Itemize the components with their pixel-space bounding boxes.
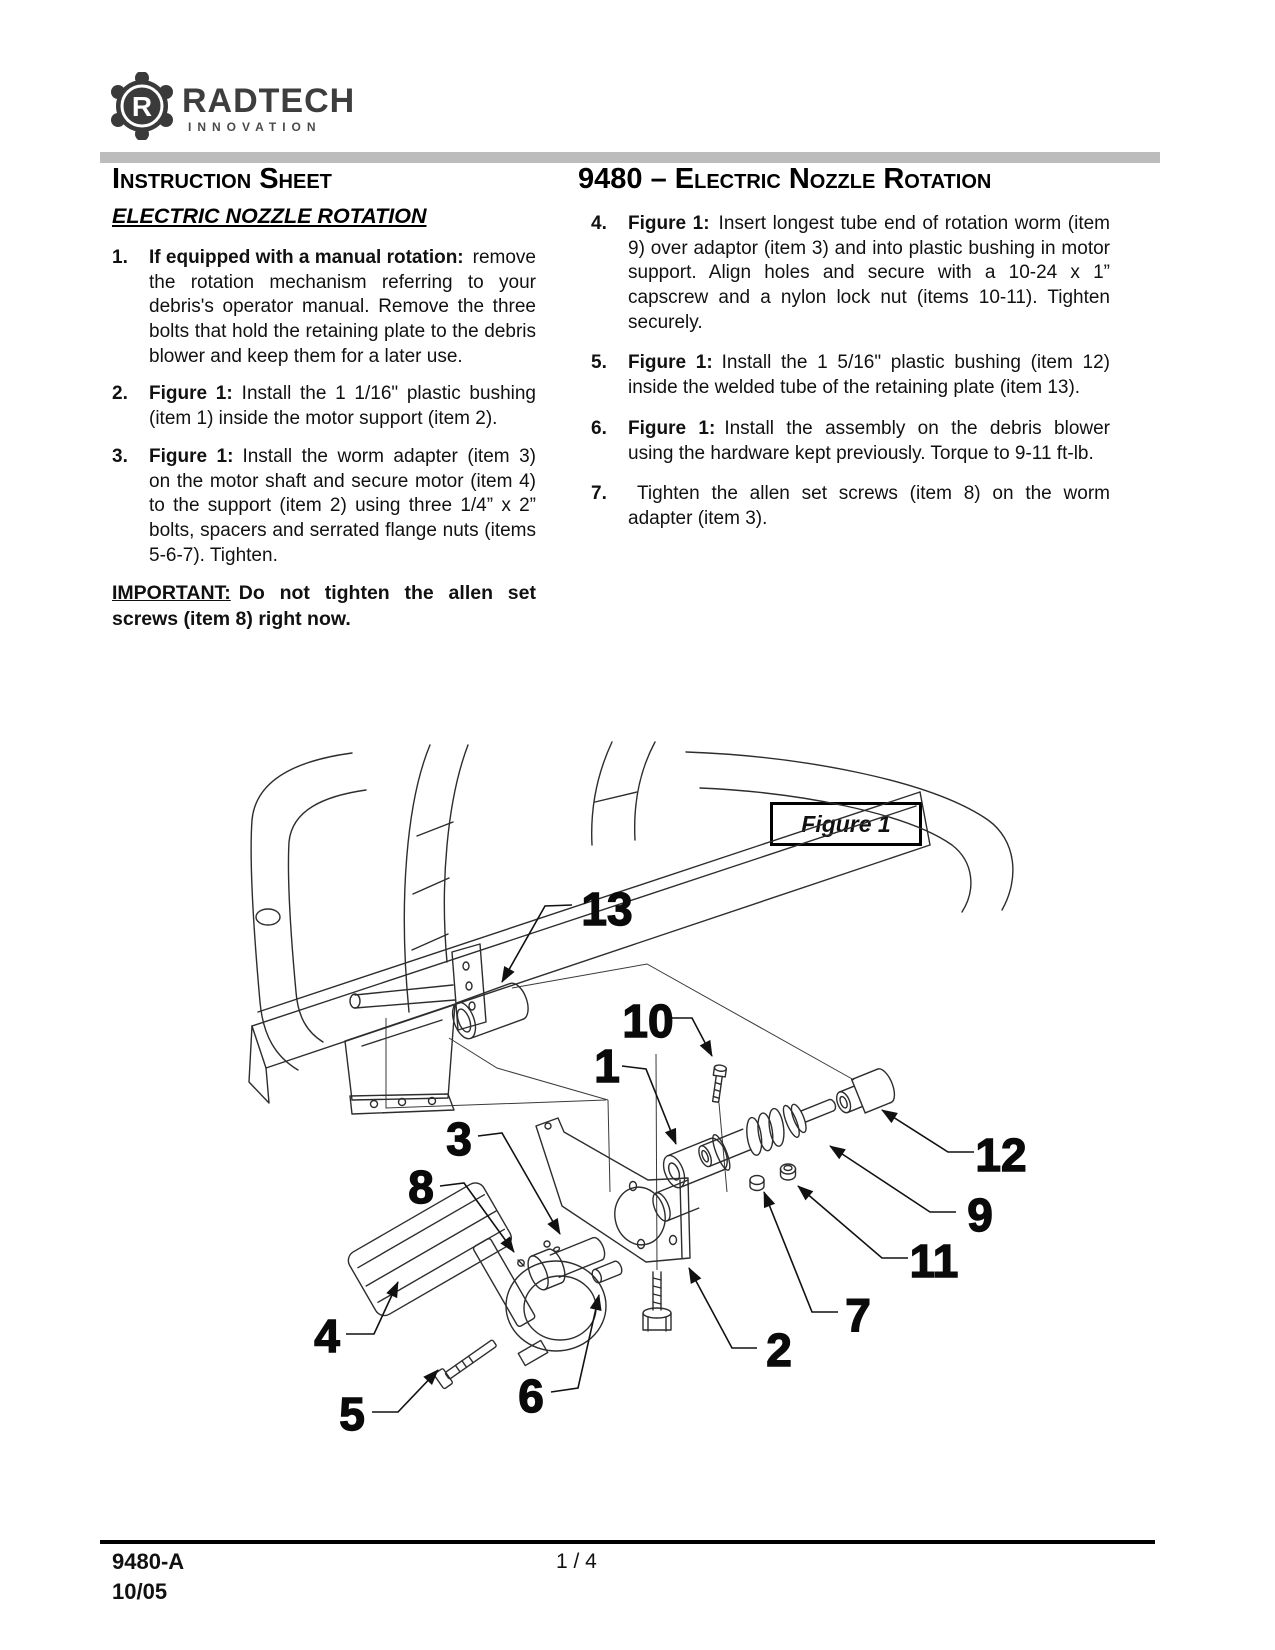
callout-3: 3 — [446, 1113, 472, 1165]
lock-nut-part — [781, 1164, 796, 1180]
step-text: remove the rotation mechanism referring to your debris's operator manual. Remove the three bolts that hold the retaining plate to the debris blower and keep them for a later use. — [149, 247, 536, 367]
step-lead: Figure 1: — [628, 417, 716, 439]
step-number: 5. — [591, 352, 607, 374]
step-number: 6. — [591, 417, 607, 439]
step-number: 3. — [112, 445, 128, 467]
step-5 — [591, 351, 1110, 400]
step-number: 1. — [112, 247, 128, 268]
step-number: 7. — [591, 483, 607, 505]
callout-9: 9 — [967, 1189, 993, 1241]
callout-5: 5 — [339, 1388, 365, 1440]
step-lead — [628, 483, 637, 504]
step-text: Tighten the allen set screws (item 8) on the worm adapter (item 3). — [628, 483, 1110, 529]
rotation-worm-part — [693, 1085, 843, 1177]
callout-13: 13 — [581, 883, 633, 935]
step-text: Install the worm adapter (item 3) on the motor shaft and secure motor (item 4) to the support (item 2) using three 1/4” x 2” bolts, spacers and serrated flange nuts (items 5-6-7). Tighten. — [149, 445, 536, 566]
step-4 — [591, 212, 1110, 335]
capscrew-part — [710, 1064, 727, 1102]
callout-1: 1 — [594, 1040, 620, 1092]
step-7 — [591, 482, 1110, 531]
step-lead: If equipped with a manual rotation: — [149, 247, 464, 268]
step-text: Install the assembly on the debris blower using the hardware kept previously. Torque to 9-11 ft-lb. — [628, 417, 1111, 464]
right-column — [591, 212, 1110, 548]
callout-10: 10 — [622, 995, 674, 1047]
step-number: 4. — [591, 213, 607, 234]
section-heading: ELECTRIC NOZZLE ROTATION — [112, 204, 427, 228]
bolt-part — [434, 1335, 500, 1389]
callout-8: 8 — [408, 1161, 434, 1213]
bushing1-part — [659, 1133, 734, 1193]
step-lead: Figure 1: — [149, 383, 233, 405]
step-text: Install the 1 5/16" plastic bushing (item 12) inside the welded tube of the retaining plate (item 13). — [628, 352, 1110, 399]
footer-date: 10/05 — [112, 1579, 168, 1604]
page-title-right: 9480 – Electric Nozzle Rotation — [578, 163, 992, 195]
callout-6: 6 — [518, 1370, 544, 1422]
step-lead: Figure 1: — [628, 213, 710, 234]
callout-7: 7 — [845, 1289, 871, 1341]
hex-bolt-part — [643, 1272, 671, 1331]
important-note — [112, 581, 536, 632]
callout-11: 11 — [909, 1235, 959, 1287]
footer-rule — [100, 1540, 1155, 1544]
callout-12: 12 — [975, 1129, 1027, 1181]
bushing12-part — [831, 1066, 898, 1121]
callout-2: 2 — [766, 1324, 792, 1376]
step-6 — [591, 417, 1110, 466]
exploded-assembly — [345, 1064, 899, 1389]
step-text: Install the 1 1/16" plastic bushing (item 1) inside the motor support (item 2). — [149, 383, 536, 430]
footer-page-indicator: 1 / 4 — [556, 1550, 597, 1573]
page-title-left: Instruction Sheet — [112, 163, 332, 195]
step-3 — [112, 445, 536, 568]
header-rule — [100, 152, 1160, 163]
important-label: IMPORTANT: — [112, 582, 231, 605]
logo-monogram-icon — [110, 72, 174, 140]
figure-caption: Figure 1 — [801, 811, 891, 837]
step-number: 2. — [112, 383, 128, 405]
brand-tagline: INNOVATION — [188, 120, 322, 134]
callout-4: 4 — [314, 1310, 340, 1362]
left-column — [112, 204, 536, 632]
important-text: Do not tighten the allen set screws (item 8) right now. — [112, 582, 536, 630]
logo-monogram-letter: R — [131, 91, 153, 122]
exploded-parts-diagram — [150, 700, 1120, 1480]
flange-nut-part — [750, 1176, 764, 1191]
logo — [110, 72, 410, 144]
step-lead: Figure 1: — [628, 352, 713, 374]
brand-wordmark: RADTECH — [182, 82, 356, 120]
spacer-part — [590, 1260, 623, 1284]
step-text: Insert longest tube end of rotation worm (item 9) over adaptor (item 3) and into plastic bushing in motor support. Align holes and secure with a 10-24 x 1” capscrew and a nylon lock nut (items 10-11). Tighten securely. — [628, 213, 1110, 333]
callout-leaders — [346, 905, 974, 1412]
step-lead: Figure 1: — [149, 445, 234, 467]
footer-doc-number: 9480-A — [112, 1549, 185, 1574]
step-1 — [112, 246, 536, 369]
motor-part — [345, 1179, 606, 1365]
step-2 — [112, 382, 536, 431]
